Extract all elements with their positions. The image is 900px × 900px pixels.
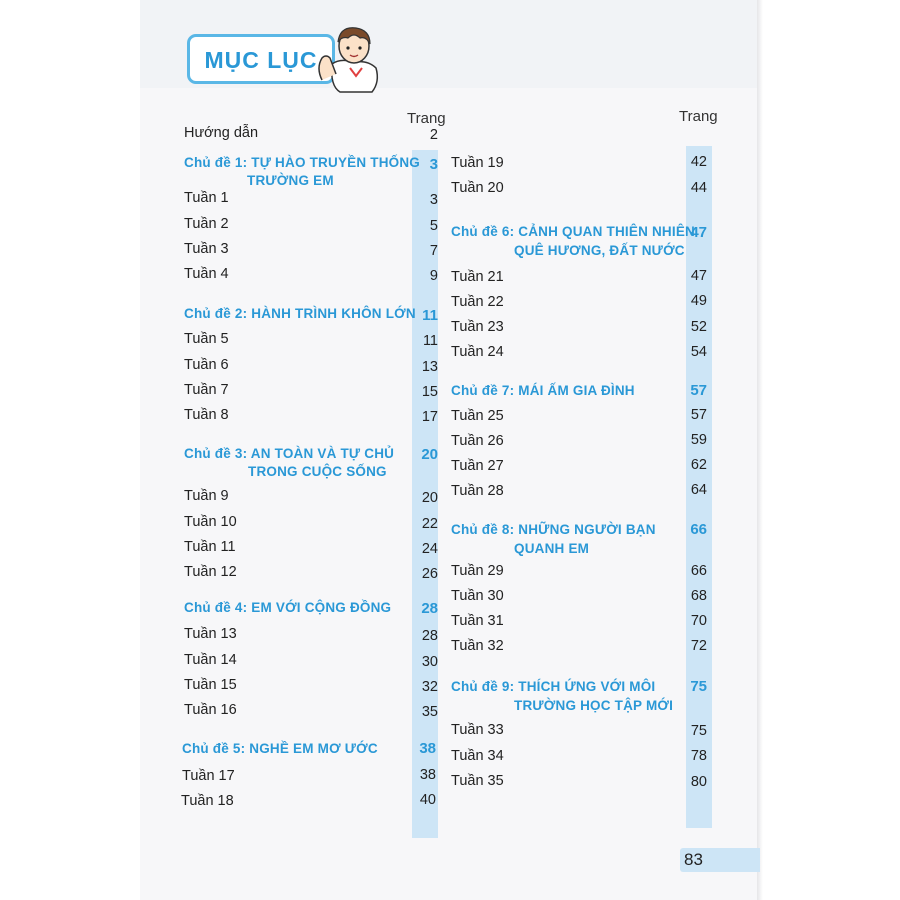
week-row-page: 22 — [421, 516, 438, 532]
topic-6-title-line2: QUÊ HƯƠNG, ĐẤT NƯỚC — [514, 243, 685, 258]
week-row-label: Tuần 30 — [451, 588, 504, 604]
topic-3-heading — [184, 446, 394, 461]
week-row-page: 32 — [421, 679, 438, 695]
week-row-page: 62 — [690, 457, 707, 473]
week-row-label: Tuần 24 — [451, 344, 504, 360]
page-number: 83 — [684, 850, 703, 869]
week-row-label: Tuần 22 — [451, 294, 504, 310]
week-row-label: Tuần 2 — [184, 216, 229, 232]
week-row-page: 57 — [690, 407, 707, 423]
topic-2-page: 11 — [422, 307, 438, 324]
week-row-page: 72 — [690, 638, 707, 654]
week-row-page: 28 — [421, 628, 438, 644]
week-row-page: 42 — [690, 154, 707, 170]
week-row-page: 24 — [421, 541, 438, 557]
week-row-page: 3 — [429, 192, 438, 208]
week-row-label: Tuần 14 — [184, 652, 237, 668]
week-row-page: 49 — [690, 293, 707, 309]
topic-1-title-line1: TỰ HÀO TRUYỀN THỐNG — [251, 155, 421, 170]
week-row-page: 38 — [419, 767, 436, 783]
topic-6-title-line1: CẢNH QUAN THIÊN NHIÊN — [518, 224, 695, 239]
week-row-label: Tuần 19 — [451, 155, 504, 171]
week-row-label: Tuần 7 — [184, 382, 229, 398]
topic-8-title-line2: QUANH EM — [514, 541, 590, 556]
week-row-page: 30 — [421, 654, 438, 670]
week-row-page: 59 — [690, 432, 707, 448]
topic-4-heading — [184, 600, 391, 615]
week-row-label: Tuần 17 — [182, 768, 235, 784]
week-row-page: 26 — [421, 566, 438, 582]
topic-2-heading — [184, 306, 416, 321]
week-row-page: 9 — [429, 268, 438, 284]
topic-6-heading — [451, 224, 695, 239]
intro-page: 2 — [429, 127, 438, 143]
week-row-label: Tuần 3 — [184, 241, 229, 257]
topic-3-page: 20 — [421, 446, 438, 463]
topic-3-title-line2: TRONG CUỘC SỐNG — [248, 464, 387, 479]
week-row-page: 15 — [421, 384, 438, 400]
topic-6-page: 47 — [690, 224, 707, 241]
topic-7-page: 57 — [690, 382, 707, 399]
topic-7-heading — [451, 383, 635, 398]
week-row-page: 7 — [429, 243, 438, 259]
topic-8-page: 66 — [690, 521, 707, 538]
week-row-label: Tuần 29 — [451, 563, 504, 579]
week-row-label: Tuần 35 — [451, 773, 504, 789]
week-row-page: 40 — [419, 792, 436, 808]
week-row-label: Tuần 20 — [451, 180, 504, 196]
topic-2-prefix: Chủ đề 2: — [184, 306, 248, 321]
topic-4-page: 28 — [421, 600, 438, 617]
week-row-label: Tuần 33 — [451, 722, 504, 738]
week-row-label: Tuần 23 — [451, 319, 504, 335]
topic-9-heading — [451, 679, 655, 694]
week-row-label: Tuần 1 — [184, 190, 229, 206]
topic-5-heading — [182, 741, 378, 756]
topic-9-page: 75 — [690, 678, 707, 695]
topic-8-prefix: Chủ đề 8: — [451, 522, 515, 537]
week-row-page: 68 — [690, 588, 707, 604]
topic-7-prefix: Chủ đề 7: — [451, 383, 515, 398]
intro-label: Hướng dẫn — [184, 125, 259, 141]
week-row-label: Tuần 13 — [184, 626, 237, 642]
topic-4-prefix: Chủ đề 4: — [184, 600, 248, 615]
week-row-label: Tuần 10 — [184, 514, 237, 530]
week-row-page: 80 — [690, 774, 707, 790]
week-row-page: 52 — [690, 319, 707, 335]
week-row-label: Tuần 18 — [181, 793, 234, 809]
week-row-page: 75 — [690, 723, 707, 739]
topic-9-title-line2: TRƯỜNG HỌC TẬP MỚI — [514, 698, 674, 713]
week-row-label: Tuần 5 — [184, 331, 229, 347]
week-row-label: Tuần 31 — [451, 613, 504, 629]
week-row-label: Tuần 12 — [184, 564, 237, 580]
topic-5-prefix: Chủ đề 5: — [182, 741, 246, 756]
week-row-label: Tuần 4 — [184, 266, 229, 282]
week-row-label: Tuần 11 — [184, 539, 236, 555]
week-row-page: 66 — [690, 563, 707, 579]
topic-9-prefix: Chủ đề 9: — [451, 679, 515, 694]
topic-1-prefix: Chủ đề 1: — [184, 155, 248, 170]
topic-5-title: NGHỀ EM MƠ ƯỚC — [249, 741, 378, 756]
week-row-label: Tuần 34 — [451, 748, 504, 764]
topic-1-title-line2: TRƯỜNG EM — [247, 173, 334, 188]
week-row-page: 13 — [421, 359, 438, 375]
week-row-page: 64 — [690, 482, 707, 498]
week-row-label: Tuần 25 — [451, 408, 504, 424]
week-row-page: 78 — [690, 748, 707, 764]
week-row-label: Tuần 32 — [451, 638, 504, 654]
week-row-page: 35 — [421, 704, 438, 720]
week-row-page: 20 — [421, 490, 438, 506]
topic-8-title-line1: NHỮNG NGƯỜI BẠN — [518, 522, 656, 537]
boy-illustration-icon — [310, 24, 386, 94]
topic-3-prefix: Chủ đề 3: — [184, 446, 248, 461]
topic-6-prefix: Chủ đề 6: — [451, 224, 515, 239]
week-row-label: Tuần 26 — [451, 433, 504, 449]
topic-4-title: EM VỚI CỘNG ĐỒNG — [251, 600, 392, 615]
week-row-page: 5 — [429, 218, 438, 234]
week-row-label: Tuần 27 — [451, 458, 504, 474]
week-row-page: 11 — [422, 333, 438, 349]
topic-2-title: HÀNH TRÌNH KHÔN LỚN — [251, 306, 416, 321]
week-row-label: Tuần 21 — [451, 269, 504, 285]
week-row-page: 70 — [690, 613, 707, 629]
week-row-page: 54 — [690, 344, 707, 360]
week-row-page: 47 — [690, 268, 707, 284]
week-row-label: Tuần 9 — [184, 488, 229, 504]
toc-title: MỤC LỤC — [204, 47, 318, 73]
topic-9-title-line1: THÍCH ỨNG VỚI MÔI — [518, 679, 656, 694]
page-edge-shadow — [757, 0, 763, 900]
topic-3-title-line1: AN TOÀN VÀ TỰ CHỦ — [250, 446, 395, 461]
topic-8-heading — [451, 522, 656, 537]
week-row-page: 44 — [690, 180, 707, 196]
week-row-page: 17 — [421, 409, 438, 425]
week-row-label: Tuần 16 — [184, 702, 237, 718]
topic-7-title: MÁI ẤM GIA ĐÌNH — [518, 383, 635, 398]
page-column-label-right: Trang — [679, 108, 718, 125]
topic-5-page: 38 — [419, 740, 436, 757]
topic-1-heading — [184, 155, 420, 170]
week-row-label: Tuần 15 — [184, 677, 237, 693]
week-row-label: Tuần 8 — [184, 407, 229, 423]
week-row-label: Tuần 28 — [451, 483, 504, 499]
topic-1-page: 3 — [429, 156, 438, 173]
page-column-label-left: Trang — [407, 110, 446, 127]
week-row-label: Tuần 6 — [184, 357, 229, 373]
